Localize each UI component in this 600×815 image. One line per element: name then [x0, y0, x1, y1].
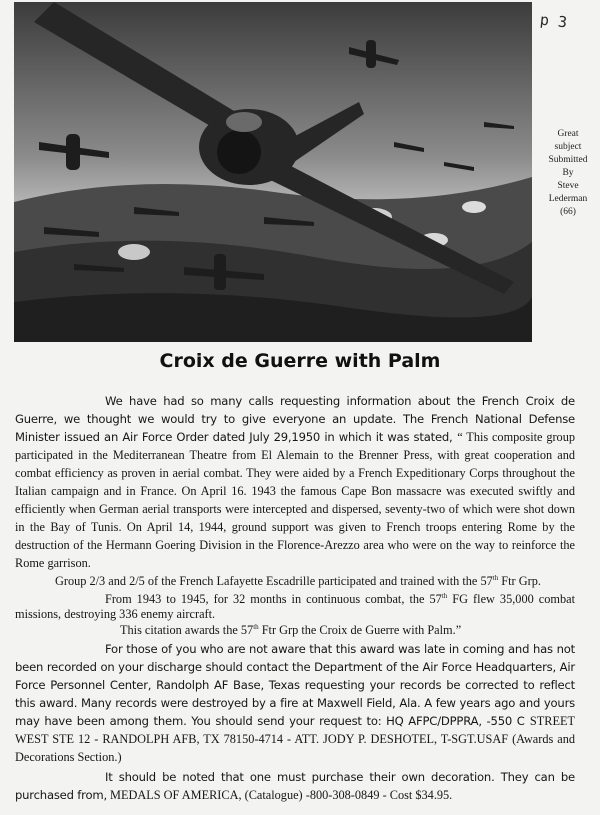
- credit-line: Great: [557, 129, 579, 139]
- records-typed-text: For those of you who are not aware that this award was late in coming and has not been recorded on your discharge should contact the Department of the Air Force Headquarters, Air Force Personnel Center, Randolph AF Base, Texas requesting your records be corrected to reflect this award. Many records were destroyed by a fire at Maxwell Field, Ala. A few years ago and yours may have been among them. You should send your request to: HQ AFPC/DPPRA, -550 C: [15, 642, 575, 728]
- paragraph-text: Ftr Grp.: [498, 574, 541, 588]
- paragraph-text: FG flew 35,000 combat missions, destroying 336 enemy aircraft.: [15, 591, 575, 621]
- purchase-typed-text: It should be noted that one must purchase their own decoration. They can be purchased from,: [15, 770, 575, 802]
- fighter-planes-photo: [14, 2, 532, 342]
- credit-line: By: [562, 168, 574, 178]
- photo-credit: [538, 128, 598, 219]
- purchase-vendor: MEDALS OF AMERICA, (Catalogue) -800-308-0849 - Cost $34.95.: [106, 788, 453, 802]
- paragraph-text: From 1943 to 1945, for 32 months in continuous combat, the 57: [105, 591, 442, 606]
- paragraph-intro: [15, 392, 575, 572]
- article-body: [15, 392, 575, 804]
- paragraph-text: This citation awards the 57: [120, 622, 254, 637]
- citation-quote: “ This composite group participated in the Mediterranean Theatre from El Alemain to the Brenner Press, with great cooperation and combat efficiency as proven in aerial combat. They were aided by a French Expeditionary Corps throughout the Italian campaign and in France. On April 16. 1943 the famous Cape Bon massacre was executed swiftly and efficiently when German aerial transports were intercepted and dispersed, seventy-two of which were shot down in the Bay of Tunis. On April 14, 1944, ground support was given to French troops entering Rome by the destruction of the Hermann Goering Division in the Florence-Arezzo area who were on the way to reinforce the Rome garrison.: [15, 430, 576, 570]
- intro-typed-text: We have had so many calls requesting information about the French Croix de Guerre, we thought we would try to give everyone an update. The French National Defense Minister issued an Air Force Order dated July 29,1950 in which it was stated,: [15, 394, 575, 444]
- paragraph-text: Group 2/3 and 2/5 of the French Lafayette Escadrille participated and trained with the 57: [55, 574, 493, 588]
- paragraph-purchase: [15, 768, 575, 804]
- credit-line: Submitted: [548, 155, 588, 165]
- credit-line: Steve: [557, 181, 579, 191]
- credit-line: (66): [560, 207, 576, 217]
- fighter-planes-illustration: [14, 2, 532, 342]
- paragraph-combat: [15, 592, 575, 623]
- page-number: p 3: [539, 10, 568, 32]
- paragraph-lafayette: [15, 574, 575, 590]
- paragraph-text: Ftr Grp the Croix de Guerre with Palm.”: [258, 622, 462, 637]
- article-title: Croix de Guerre with Palm: [159, 350, 441, 372]
- credit-line: subject: [554, 142, 582, 152]
- ordinal-suffix: th: [441, 591, 448, 600]
- ordinal-suffix: th: [492, 573, 499, 582]
- records-address: STREET WEST STE 12 - RANDOLPH AFB, TX 78150-4714 - ATT. JODY P. DESHOTEL, T-SGT.USAF (Awards and Decorations Section.): [15, 714, 575, 764]
- ordinal-suffix: th: [253, 622, 259, 631]
- credit-line: Lederman: [548, 194, 588, 204]
- paragraph-citation: [15, 623, 575, 639]
- paragraph-records: [15, 640, 575, 766]
